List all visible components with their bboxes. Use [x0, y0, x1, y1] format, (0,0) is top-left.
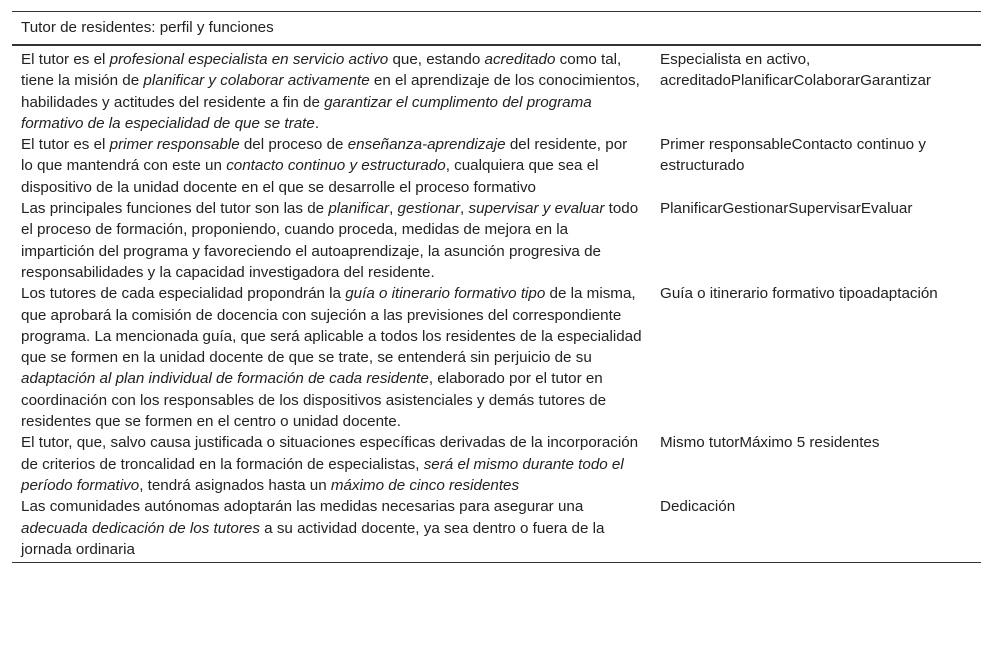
- text-segment: .: [314, 114, 320, 132]
- row-description: [12, 45, 650, 134]
- row-keywords: PlanificarGestionarSupervisarEvaluar: [660, 200, 913, 218]
- emphasized-text: enseñanza-aprendizaje: [347, 136, 506, 154]
- text-segment: del proceso de: [239, 136, 348, 154]
- table-row: [12, 283, 981, 432]
- table-row: [12, 134, 981, 198]
- table-row: [12, 496, 981, 562]
- text-segment: como tal, tiene la misión de: [21, 51, 622, 90]
- emphasized-text: adaptación al plan individual de formación de cada residente: [21, 370, 429, 388]
- row-keywords: Mismo tutorMáximo 5 residentes: [660, 434, 880, 452]
- tutor-table-container: [12, 11, 981, 563]
- table-row: [12, 198, 981, 283]
- text-segment: que, estando: [388, 51, 485, 68]
- emphasized-text: planificar: [328, 200, 390, 218]
- text-segment: El tutor es el: [21, 51, 110, 68]
- row-keywords: Dedicación: [660, 498, 736, 516]
- text-segment: a su actividad docente, ya sea dentro o fuera de la jornada ordinaria: [21, 519, 605, 558]
- emphasized-text: contacto continuo y estructurado: [226, 157, 446, 175]
- row-keywords: Guía o itinerario formativo tipoadaptación: [660, 285, 938, 303]
- text-segment: , elaborado por el tutor en coordinación con los responsables de los dispositivos asistenciales y demás tutores de residentes que se formen en el centro o unidad docente.: [21, 370, 607, 431]
- row-description: [12, 432, 650, 496]
- row-description: [12, 198, 650, 283]
- emphasized-text: adecuada dedicación de los tutores: [21, 519, 260, 537]
- emphasized-text: guía o itinerario formativo tipo: [345, 285, 546, 303]
- text-segment: ,: [460, 200, 469, 218]
- text-segment: El tutor, que, salvo causa justificada o situaciones específicas derivadas de la incorporación de criterios de troncalidad en la formación de especialistas,: [21, 434, 639, 473]
- table-row: [12, 432, 981, 496]
- text-segment: de la misma, que aprobará la comisión de docencia con sujeción a las previsiones del correspondiente programa. La mencionada guía, que será aplicable a todos los residentes de la especialidad que se formen en la unidad docente de que se trate, se entenderá sin perjuicio de su: [21, 285, 642, 367]
- emphasized-text: máximo de cinco residentes: [330, 476, 520, 494]
- text-segment: , tendrá asignados hasta un: [139, 476, 331, 494]
- emphasized-text: garantizar el cumplimento del programa formativo de la especialidad de que se trate: [21, 93, 592, 132]
- tutor-table: [12, 11, 981, 563]
- table-header-row: [12, 12, 981, 46]
- table-body: [12, 45, 981, 563]
- emphasized-text: gestionar: [397, 200, 461, 218]
- text-segment: Los tutores de cada especialidad propondrán la: [21, 285, 346, 303]
- row-description: [12, 496, 650, 562]
- emphasized-text: será el mismo durante todo el período formativo: [21, 455, 624, 494]
- emphasized-text: planificar y colaborar activamente: [143, 72, 370, 90]
- emphasized-text: supervisar y evaluar: [468, 200, 605, 218]
- emphasized-text: profesional especialista en servicio activo: [109, 51, 389, 68]
- table-header: Tutor de residentes: perfil y funciones: [12, 12, 981, 46]
- text-segment: Las comunidades autónomas adoptarán las medidas necesarias para asegurar una: [21, 498, 584, 516]
- row-keywords: Primer responsableContacto continuo y estructurado: [660, 136, 926, 175]
- row-description: [12, 283, 650, 432]
- table-row: [12, 45, 981, 134]
- text-segment: todo el proceso de formación, proponiendo, cuando proceda, medidas de mejora en la impartición del programa y favoreciendo el autoaprendizaje, la asunción progresiva de responsabilidades y la capacidad investigadora del residente.: [21, 200, 639, 281]
- text-segment: ,: [389, 200, 398, 218]
- text-segment: El tutor es el: [21, 136, 110, 154]
- text-segment: , cualquiera que sea el dispositivo de la unidad docente en el que se desarrolle el proceso formativo: [21, 157, 599, 196]
- text-segment: Las principales funciones del tutor son las de: [21, 200, 329, 218]
- emphasized-text: acreditado: [484, 51, 556, 68]
- text-segment: del residente, por lo que mantendrá con este un: [21, 136, 628, 175]
- emphasized-text: primer responsable: [109, 136, 240, 154]
- text-segment: en el aprendizaje de los conocimientos, habilidades y actitudes del residente a fin de: [21, 72, 640, 111]
- row-keywords: Especialista en activo, acreditadoPlanificarColaborarGarantizar: [660, 51, 931, 90]
- row-description: [12, 134, 650, 198]
